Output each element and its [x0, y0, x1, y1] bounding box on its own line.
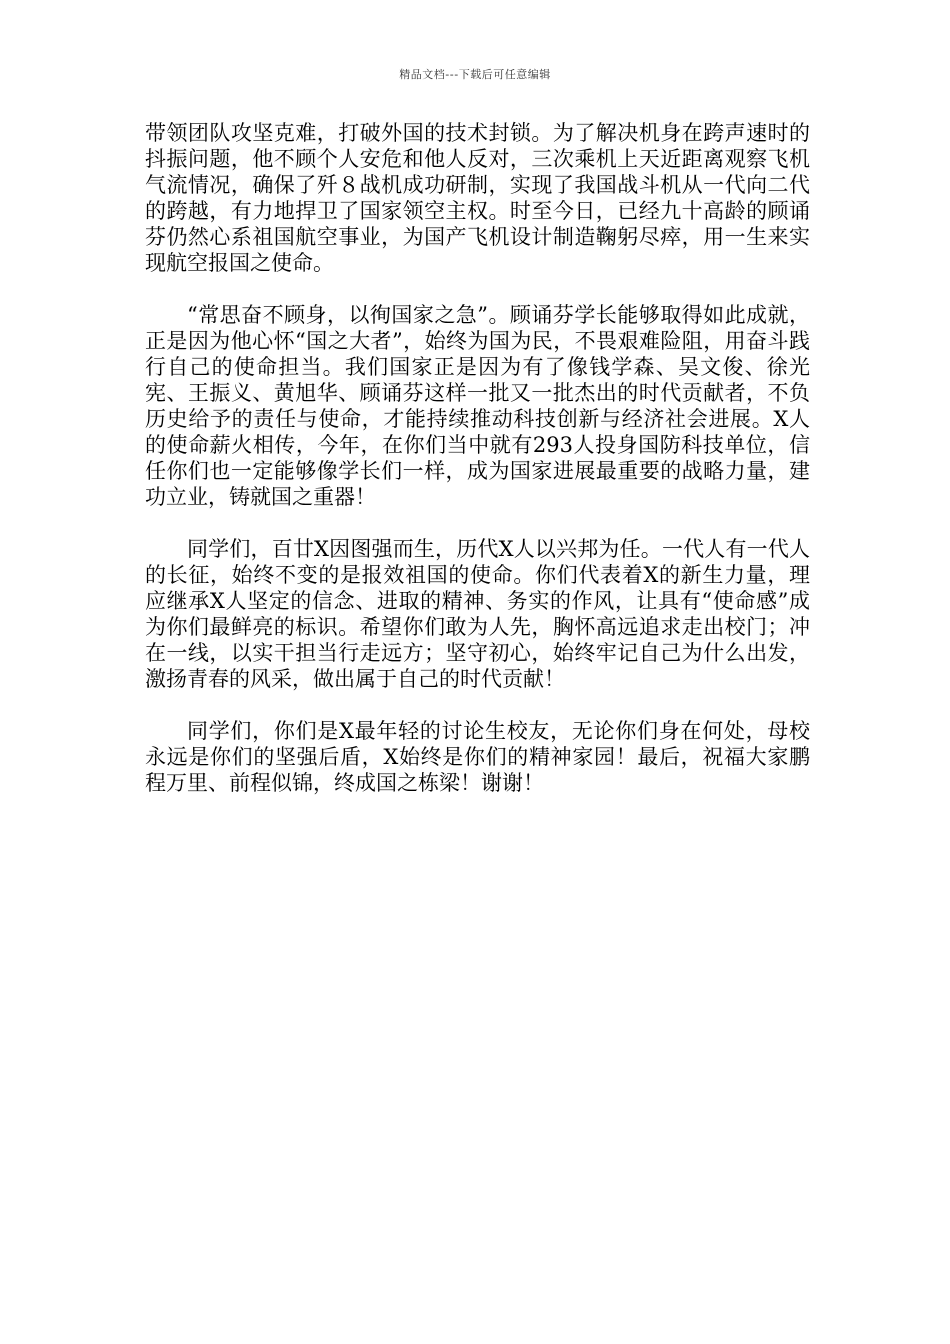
paragraph-4: 同学们，你们是X最年轻的讨论生校友，无论你们身在何处，母校永远是你们的坚强后盾，X始终是你们的精神家园！最后，祝福大家鹏程万里、前程似锦，终成国之栋梁！谢谢！ — [145, 719, 810, 795]
document-body — [145, 120, 810, 822]
paragraph-1: 带领团队攻坚克难，打破外国的技术封锁。为了解决机身在跨声速时的抖振问题，他不顾个人安危和他人反对，三次乘机上天近距离观察飞机气流情况，确保了歼８战机成功研制，实现了我国战斗机从一代向二代的跨越，有力地捍卫了国家领空主权。时至今日，已经九十高龄的顾诵芬仍然心系祖国航空事业，为国产飞机设计制造鞠躬尽瘁，用一生来实现航空报国之使命。 — [145, 121, 810, 275]
page-header: 精品文档---下载后可任意编辑 — [399, 68, 551, 81]
paragraph-3: 同学们，百廿X因图强而生，历代X人以兴邦为任。一代人有一代人的长征，始终不变的是报效祖国的使命。你们代表着X的新生力量，理应继承X人坚定的信念、进取的精神、务实的作风，让具有“使命感”成为你们最鲜亮的标识。希望你们敢为人先，胸怀高远追求走出校门；冲在一线，以实干担当行走远方；坚守初心，始终牢记自己为什么出发，激扬青春的风采，做出属于自己的时代贡献！ — [145, 537, 810, 691]
paragraph-2: “常思奋不顾身，以徇国家之急”。顾诵芬学长能够取得如此成就，正是因为他心怀“国之大者”，始终为国为民，不畏艰难险阻，用奋斗践行自己的使命担当。我们国家正是因为有了像钱学森、吴文俊、徐光宪、王振义、黄旭华、顾诵芬这样一批又一批杰出的时代贡献者，不负历史给予的责任与使命，才能持续推动科技创新与经济社会进展。X人的使命薪火相传，今年，在你们当中就有293人投身国防科技单位，信任你们也一定能够像学长们一样，成为国家进展最重要的战略力量，建功立业，铸就国之重器！ — [145, 303, 810, 509]
